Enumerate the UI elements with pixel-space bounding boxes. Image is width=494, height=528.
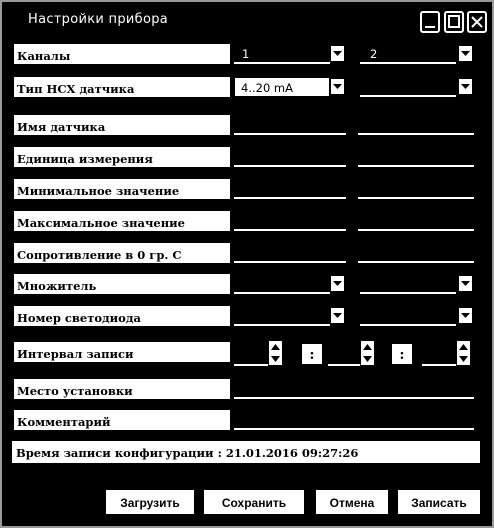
label-resistance: Сопротивление в 0 гр. С bbox=[14, 243, 230, 263]
led-number-ch2-select[interactable] bbox=[360, 306, 456, 326]
interval-separator-2: : bbox=[392, 344, 412, 364]
load-button[interactable]: Загрузить bbox=[104, 488, 196, 516]
led-number-ch1-select[interactable] bbox=[234, 306, 330, 326]
config-write-time: Время записи конфигурации : 21.01.2016 09:27:26 bbox=[12, 441, 480, 463]
chevron-down-icon bbox=[333, 51, 342, 57]
label-led-number: Номер светодиода bbox=[14, 306, 230, 326]
interval-hours-spinner[interactable] bbox=[268, 340, 283, 366]
maximize-button[interactable] bbox=[444, 11, 464, 33]
sensor-type-ch1-select[interactable] bbox=[234, 77, 330, 97]
resistance-ch1-input[interactable] bbox=[234, 243, 346, 263]
channel1-value: 1 bbox=[242, 47, 250, 61]
close-icon bbox=[471, 15, 483, 29]
chevron-down-icon bbox=[333, 281, 342, 287]
spinner-arrows-icon bbox=[361, 341, 374, 365]
title-bar[interactable] bbox=[4, 4, 490, 38]
channel2-dropdown-button[interactable] bbox=[458, 45, 473, 62]
window-title: Настройки прибора bbox=[28, 12, 169, 27]
min-value-ch1-input[interactable] bbox=[234, 179, 346, 199]
multiplier-ch1-select[interactable] bbox=[234, 274, 330, 294]
chevron-down-icon bbox=[461, 84, 470, 90]
close-button[interactable] bbox=[467, 11, 487, 33]
label-min-value: Минимальное значение bbox=[14, 179, 230, 199]
interval-minutes-spinner[interactable] bbox=[360, 340, 375, 366]
sensor-name-ch1-input[interactable] bbox=[234, 115, 346, 135]
label-write-interval: Интервал записи bbox=[14, 342, 230, 362]
label-comment: Комментарий bbox=[14, 410, 230, 430]
sensor-type-ch2-select[interactable] bbox=[360, 77, 456, 97]
chevron-down-icon bbox=[461, 51, 470, 57]
multiplier-ch2-select[interactable] bbox=[360, 274, 456, 294]
unit-ch2-input[interactable] bbox=[358, 147, 474, 167]
minimize-icon bbox=[424, 15, 436, 29]
channel2-value: 2 bbox=[370, 47, 378, 61]
minimize-button[interactable] bbox=[420, 11, 440, 33]
location-input[interactable] bbox=[234, 379, 474, 399]
label-location: Место установки bbox=[14, 379, 230, 399]
chevron-down-icon bbox=[461, 313, 470, 319]
chevron-down-icon bbox=[461, 281, 470, 287]
interval-separator-1: : bbox=[302, 344, 322, 364]
multiplier-ch1-dropdown-button[interactable] bbox=[330, 275, 345, 292]
save-button[interactable]: Сохранить bbox=[202, 488, 306, 516]
led-number-ch2-dropdown-button[interactable] bbox=[458, 307, 473, 324]
interval-hours-input[interactable] bbox=[234, 342, 268, 366]
resistance-ch2-input[interactable] bbox=[358, 243, 474, 263]
max-value-ch2-input[interactable] bbox=[358, 211, 474, 231]
label-multiplier: Множитель bbox=[14, 274, 230, 294]
unit-ch1-input[interactable] bbox=[234, 147, 346, 167]
maximize-icon bbox=[448, 15, 460, 29]
sensor-type-ch1-value: 4..20 mA bbox=[241, 81, 293, 95]
led-number-ch1-dropdown-button[interactable] bbox=[330, 307, 345, 324]
label-max-value: Максимальное значение bbox=[14, 211, 230, 231]
channel1-select[interactable] bbox=[234, 44, 330, 64]
label-sensor-type: Тип НСХ датчика bbox=[14, 77, 230, 97]
interval-seconds-spinner[interactable] bbox=[456, 340, 471, 366]
channel2-select[interactable] bbox=[360, 44, 456, 64]
label-channels: Каналы bbox=[14, 44, 230, 64]
label-unit: Единица измерения bbox=[14, 147, 230, 167]
interval-minutes-input[interactable] bbox=[328, 342, 360, 366]
spinner-arrows-icon bbox=[457, 341, 470, 365]
chevron-down-icon bbox=[333, 84, 342, 90]
max-value-ch1-input[interactable] bbox=[234, 211, 346, 231]
chevron-down-icon bbox=[333, 313, 342, 319]
multiplier-ch2-dropdown-button[interactable] bbox=[458, 275, 473, 292]
sensor-type-ch1-dropdown-button[interactable] bbox=[330, 78, 345, 95]
sensor-type-ch2-dropdown-button[interactable] bbox=[458, 78, 473, 95]
cancel-button[interactable]: Отмена bbox=[314, 488, 390, 516]
channel1-dropdown-button[interactable] bbox=[330, 45, 345, 62]
sensor-name-ch2-input[interactable] bbox=[358, 115, 474, 135]
interval-seconds-input[interactable] bbox=[422, 342, 456, 366]
comment-input[interactable] bbox=[234, 410, 474, 430]
spinner-arrows-icon bbox=[269, 341, 282, 365]
label-sensor-name: Имя датчика bbox=[14, 115, 230, 135]
min-value-ch2-input[interactable] bbox=[358, 179, 474, 199]
write-button[interactable]: Записать bbox=[396, 488, 482, 516]
